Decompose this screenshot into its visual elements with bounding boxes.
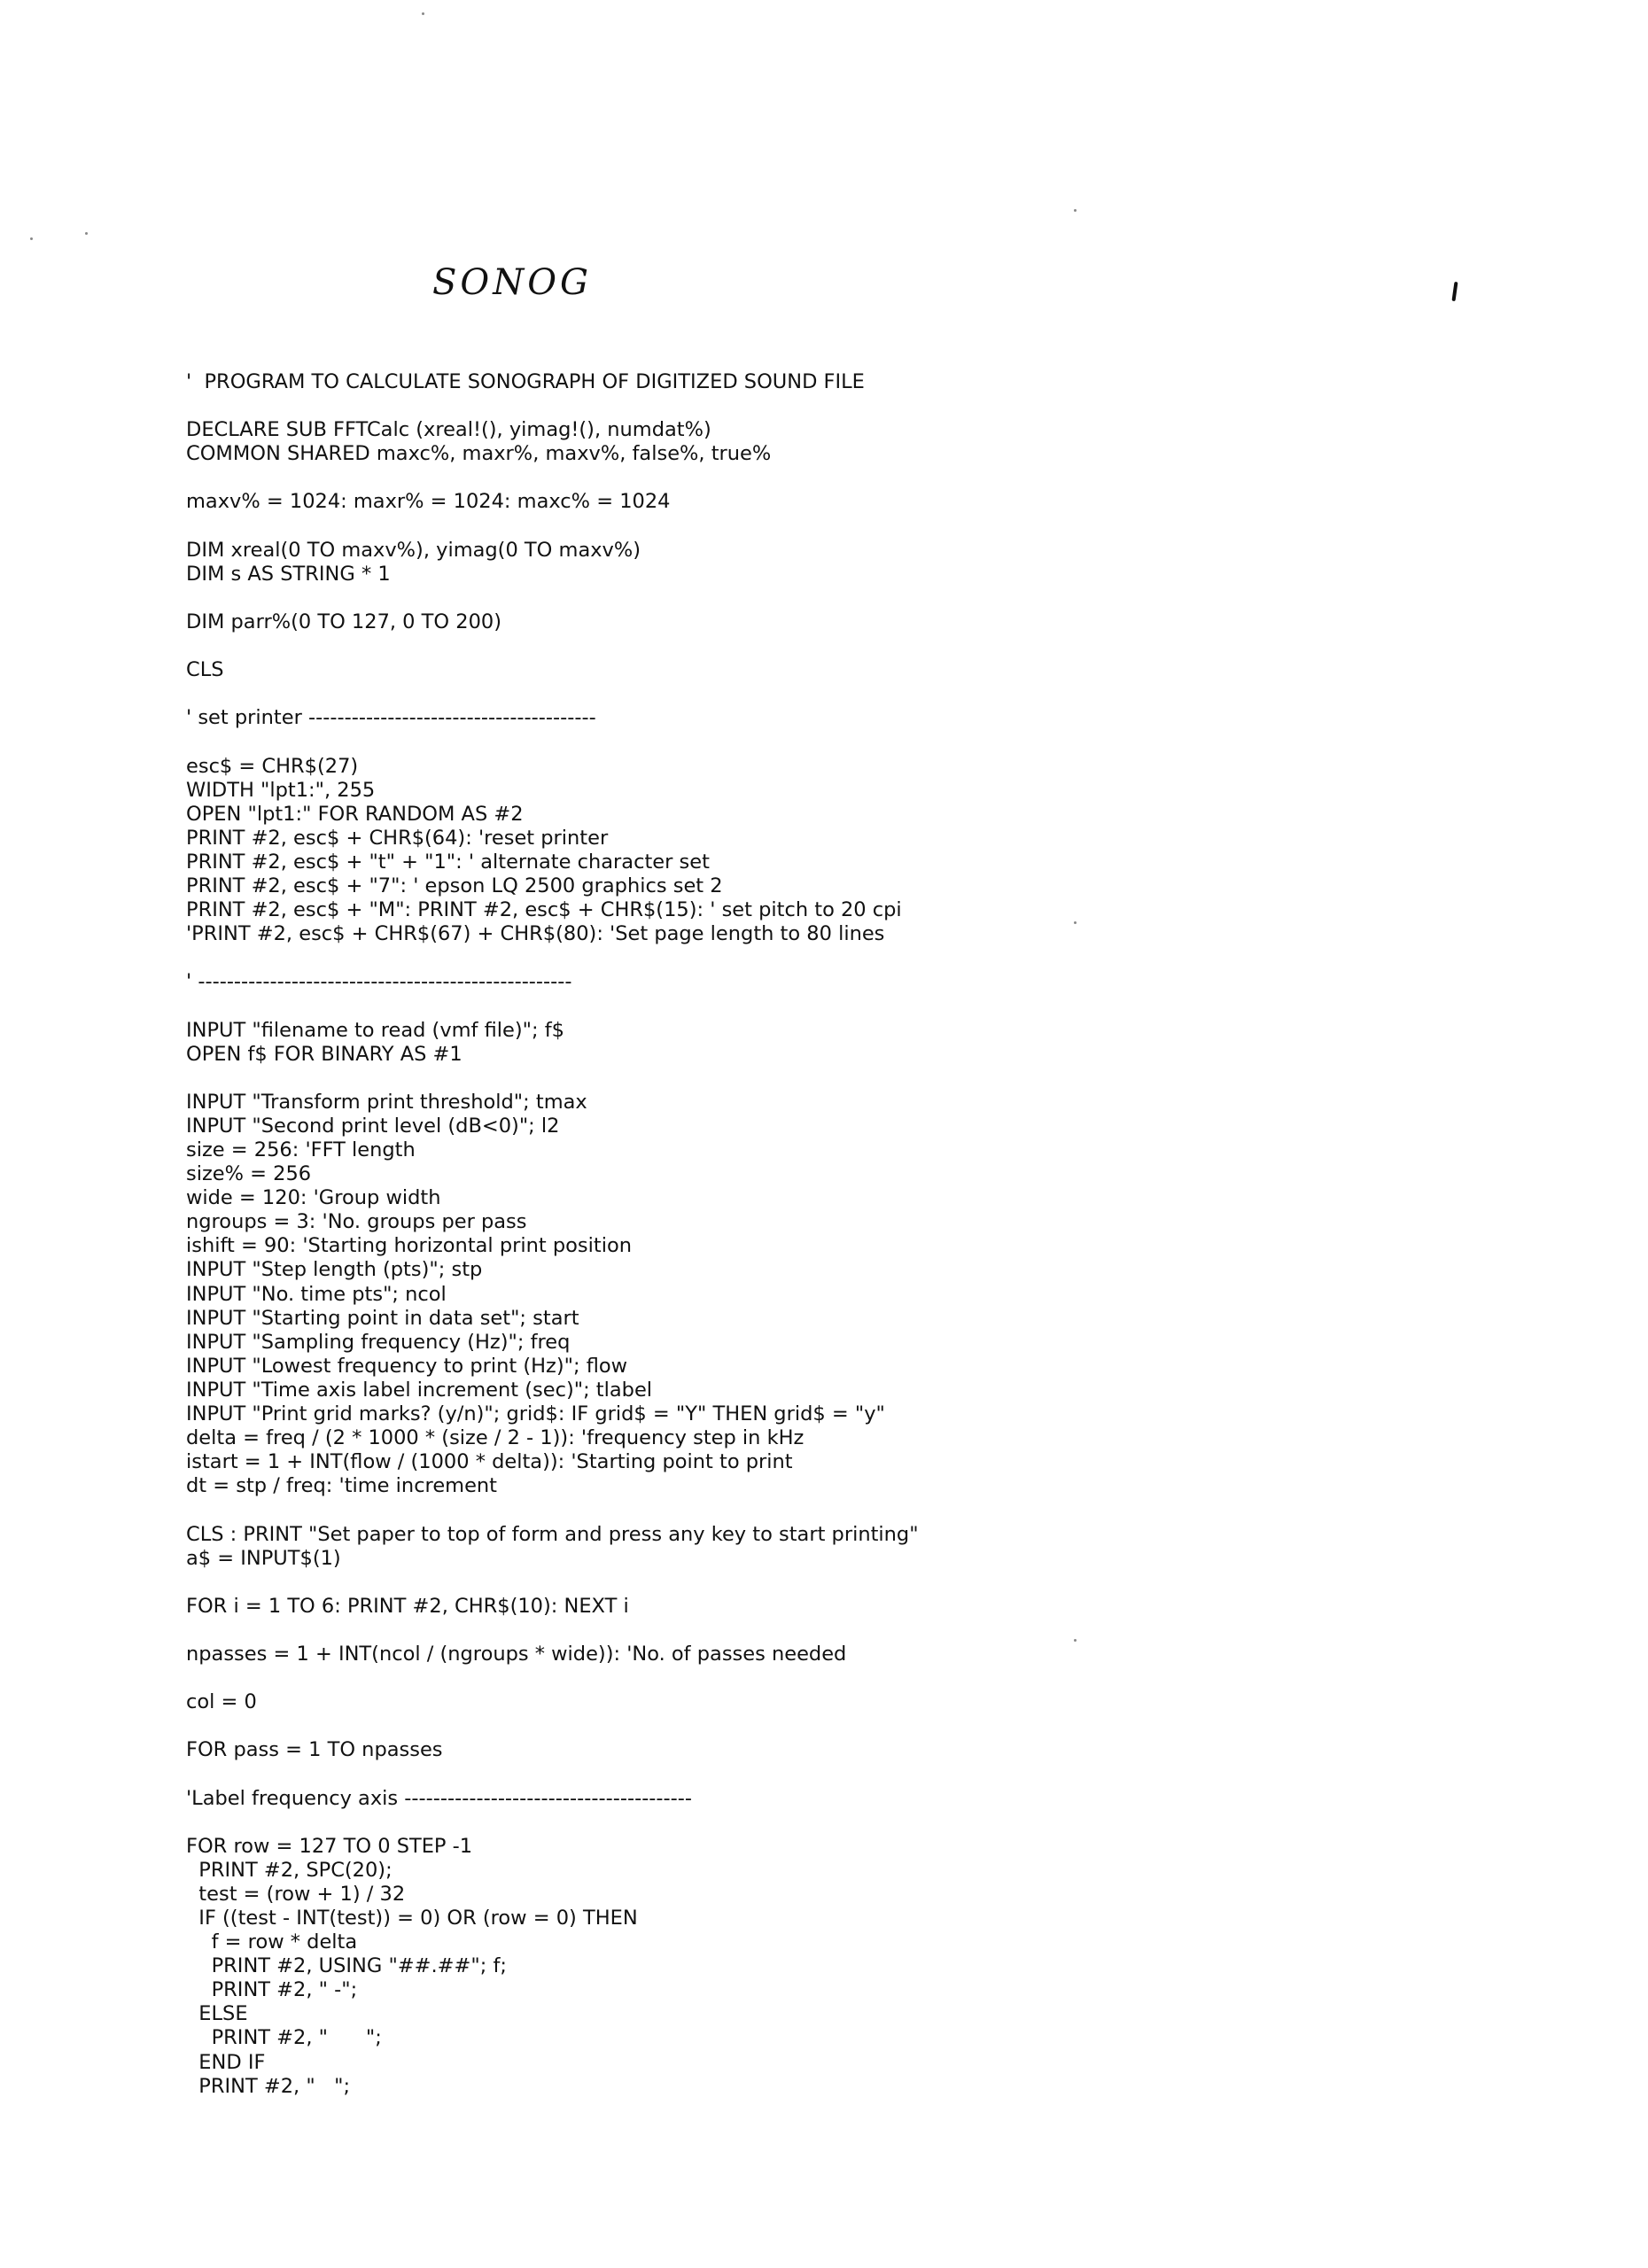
code-line: ELSE bbox=[186, 2002, 248, 2026]
code-line: DECLARE SUB FFTCalc (xreal!(), yimag!(), numdat%) bbox=[186, 418, 711, 442]
code-line: maxv% = 1024: maxr% = 1024: maxc% = 1024 bbox=[186, 490, 671, 514]
code-line: FOR row = 127 TO 0 STEP -1 bbox=[186, 1834, 473, 1858]
code-line: PRINT #2, SPC(20); bbox=[186, 1858, 393, 1882]
code-line: PRINT #2, esc$ + "7": ' epson LQ 2500 graphics set 2 bbox=[186, 874, 723, 897]
code-line bbox=[186, 1762, 1515, 1786]
code-line: npasses = 1 + INT(ncol / (ngroups * wide)): 'No. of passes needed bbox=[186, 1642, 847, 1666]
handwritten-title: SONOG bbox=[432, 262, 592, 303]
code-line: PRINT #2, " -"; bbox=[186, 1978, 358, 2002]
code-line: PRINT #2, esc$ + "M": PRINT #2, esc$ + CHR$(15): ' set pitch to 20 cpi bbox=[186, 898, 902, 922]
code-line: DIM s AS STRING * 1 bbox=[186, 562, 391, 586]
code-line: CLS bbox=[186, 658, 224, 682]
code-line: test = (row + 1) / 32 bbox=[186, 1882, 406, 1906]
code-line bbox=[186, 1067, 1515, 1091]
pen-mark bbox=[1451, 282, 1458, 301]
code-line: PRINT #2, USING "##.##"; f; bbox=[186, 1954, 507, 1978]
code-line: COMMON SHARED maxc%, maxr%, maxv%, false%, true% bbox=[186, 442, 772, 466]
code-line: DIM xreal(0 TO maxv%), yimag(0 TO maxv%) bbox=[186, 538, 641, 562]
code-line: 'PRINT #2, esc$ + CHR$(67) + CHR$(80): 'Set page length to 80 lines bbox=[186, 922, 885, 946]
code-line: CLS : PRINT "Set paper to top of form and press any key to start printing" bbox=[186, 1522, 919, 1546]
code-line bbox=[186, 1619, 1515, 1643]
code-line bbox=[186, 1714, 1515, 1738]
code-line: OPEN "lpt1:" FOR RANDOM AS #2 bbox=[186, 802, 524, 826]
code-line: FOR pass = 1 TO npasses bbox=[186, 1738, 443, 1762]
code-line: INPUT "Step length (pts)"; stp bbox=[186, 1258, 483, 1282]
code-line: INPUT "Transform print threshold"; tmax bbox=[186, 1090, 587, 1114]
code-line bbox=[186, 515, 1515, 539]
code-line bbox=[186, 1498, 1515, 1522]
code-line: dt = stp / freq: 'time increment bbox=[186, 1474, 498, 1498]
code-line bbox=[186, 682, 1515, 706]
code-line: INPUT "Time axis label increment (sec)"; tlabel bbox=[186, 1378, 653, 1402]
code-line: INPUT "Starting point in data set"; start bbox=[186, 1306, 579, 1330]
code-line: FOR i = 1 TO 6: PRINT #2, CHR$(10): NEXT i bbox=[186, 1594, 629, 1618]
code-line bbox=[186, 1571, 1515, 1595]
code-line bbox=[186, 394, 1515, 418]
code-line: IF ((test - INT(test)) = 0) OR (row = 0) THEN bbox=[186, 1907, 638, 1930]
code-line: PRINT #2, " "; bbox=[186, 2074, 351, 2098]
code-line: col = 0 bbox=[186, 1690, 257, 1714]
code-line: END IF bbox=[186, 2050, 266, 2074]
code-line: INPUT "Print grid marks? (y/n)"; grid$: IF grid$ = "Y" THEN grid$ = "y" bbox=[186, 1402, 885, 1426]
code-line bbox=[186, 586, 1515, 610]
code-line: size = 256: 'FFT length bbox=[186, 1138, 416, 1161]
code-line: a$ = INPUT$(1) bbox=[186, 1546, 341, 1570]
code-line: delta = freq / (2 * 1000 * (size / 2 - 1)): 'frequency step in kHz bbox=[186, 1426, 805, 1450]
code-line: 'Label frequency axis ---------------------------------------- bbox=[186, 1786, 693, 1810]
scan-speck bbox=[30, 237, 33, 240]
code-line bbox=[186, 634, 1515, 658]
code-line: WIDTH "lpt1:", 255 bbox=[186, 778, 376, 802]
code-line: ' set printer ---------------------------------------- bbox=[186, 706, 596, 730]
code-line: INPUT "Lowest frequency to print (Hz)"; flow bbox=[186, 1354, 628, 1378]
code-line: INPUT "Sampling frequency (Hz)"; freq bbox=[186, 1330, 571, 1354]
code-line: ' ---------------------------------------------------- bbox=[186, 970, 572, 994]
scan-speck bbox=[85, 232, 88, 235]
code-line: PRINT #2, esc$ + CHR$(64): 'reset printer bbox=[186, 826, 609, 850]
code-line: ' PROGRAM TO CALCULATE SONOGRAPH OF DIGITIZED SOUND FILE bbox=[186, 370, 865, 393]
code-line: OPEN f$ FOR BINARY AS #1 bbox=[186, 1042, 463, 1066]
code-line: INPUT "No. time pts"; ncol bbox=[186, 1282, 447, 1306]
code-line bbox=[186, 466, 1515, 490]
code-line: INPUT "filename to read (vmf file)"; f$ bbox=[186, 1018, 564, 1042]
code-line bbox=[186, 994, 1515, 1018]
scan-speck bbox=[1074, 209, 1077, 212]
code-line: DIM parr%(0 TO 127, 0 TO 200) bbox=[186, 610, 501, 633]
code-line: PRINT #2, " "; bbox=[186, 2026, 382, 2050]
code-line: istart = 1 + INT(flow / (1000 * delta)): 'Starting point to print bbox=[186, 1450, 793, 1474]
code-line bbox=[186, 1666, 1515, 1690]
code-line: INPUT "Second print level (dB<0)"; l2 bbox=[186, 1114, 560, 1138]
code-line: esc$ = CHR$(27) bbox=[186, 754, 359, 778]
code-line bbox=[186, 1811, 1515, 1835]
code-line: ishift = 90: 'Starting horizontal print position bbox=[186, 1234, 632, 1258]
code-line: size% = 256 bbox=[186, 1162, 312, 1186]
code-line bbox=[186, 730, 1515, 754]
code-line: PRINT #2, esc$ + "t" + "1": ' alternate character set bbox=[186, 850, 710, 874]
scan-speck bbox=[422, 12, 424, 15]
program-listing bbox=[186, 370, 1515, 2099]
code-line: ngroups = 3: 'No. groups per pass bbox=[186, 1210, 527, 1234]
code-line bbox=[186, 946, 1515, 970]
code-line: f = row * delta bbox=[186, 1930, 358, 1954]
code-line: wide = 120: 'Group width bbox=[186, 1186, 441, 1210]
